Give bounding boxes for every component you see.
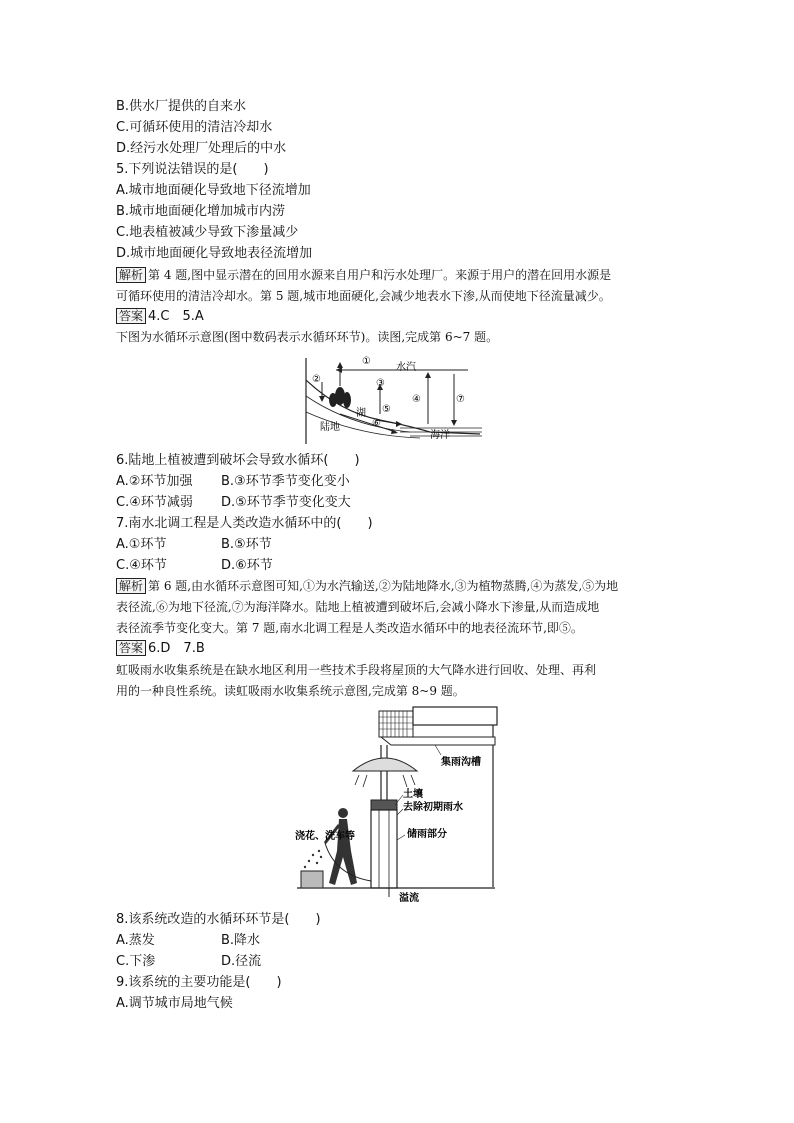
analysis-tag: 解析: [116, 267, 146, 283]
q5-option-b: B.城市地面硬化增加城市内涝: [116, 204, 286, 219]
answer-1: [116, 308, 204, 326]
q4-option-d: D.经污水处理厂处理后的中水: [116, 141, 287, 156]
analysis-2-line-3: 表径流季节变化变大。第 7 题,南水北调工程是人类改造水循环中的地表径流环节,即⑤。: [116, 621, 583, 635]
q8-option-d: D.径流: [221, 954, 262, 969]
analysis-2-line-1: 第 6 题,由水循环示意图可知,①为水汽输送,②为陆地降水,③为植物蒸腾,④为蒸发,⑤为地: [148, 579, 619, 593]
fig1-label-vapor: 水汽: [396, 362, 416, 373]
fig1-label-lake: 湖: [356, 408, 366, 419]
analysis-1: [116, 265, 686, 307]
rainwater-system-diagram: [295, 705, 500, 903]
analysis-2-line-2: 表径流,⑥为地下径流,⑦为海洋降水。陆地上植被遭到破坏后,会减小降水下渗量,从而造成地: [116, 600, 600, 614]
q7-options-row-1: [116, 536, 272, 554]
fig1-label-4: ④: [412, 394, 421, 405]
answer-2-text: 6.D 7.B: [148, 641, 205, 656]
q6-options-row-1: [116, 473, 350, 491]
answer-2: [116, 640, 205, 658]
intro-fig1: 下图为水循环示意图(图中数码表示水循环环节)。读图,完成第 6~7 题。: [116, 330, 499, 344]
intro-fig2: [116, 660, 686, 702]
analysis-1-line-2: 可循环使用的清洁冷却水。第 5 题,城市地面硬化,会减少地表水下渗,从而使地下径流量减少。: [116, 289, 611, 303]
q7-options-row-2: [116, 557, 273, 575]
q8-option-a: A.蒸发: [116, 933, 155, 948]
fig2-label-soil: 土壤: [403, 789, 423, 800]
q7-option-d: D.⑥环节: [221, 558, 273, 573]
fig1-label-2: ②: [312, 374, 321, 385]
q5-option-d: D.城市地面硬化导致地表径流增加: [116, 246, 313, 261]
q6-stem: 6.陆地上植被遭到破坏会导致水循环( ): [116, 453, 360, 468]
q8-option-b: B.降水: [221, 933, 261, 948]
q8-options-row-2: [116, 953, 261, 971]
q8-option-c: C.下渗: [116, 954, 156, 969]
q7-stem: 7.南水北调工程是人类改造水循环中的( ): [116, 516, 373, 531]
q7-option-c: C.④环节: [116, 558, 167, 573]
q9-option-a: A.调节城市局地气候: [116, 996, 233, 1011]
q6-option-d: D.⑤环节季节变化变大: [221, 495, 351, 510]
fig1-label-ocean: 海洋: [430, 430, 450, 441]
q5-stem: 5.下列说法错误的是( ): [116, 162, 269, 177]
fig1-label-5: ⑤: [382, 404, 391, 415]
fig2-label-remove-initial: 去除初期雨水: [403, 802, 463, 813]
q8-options-row-1: [116, 932, 260, 950]
analysis-1-line-1: 第 4 题,图中显示潜在的回用水源来自用户和污水处理厂。来源于用户的潜在回用水源是: [148, 268, 612, 282]
answer-1-text: 4.C 5.A: [148, 309, 204, 324]
fig2-label-use: 浇花、洗车等: [295, 831, 355, 842]
q6-option-a: A.②环节加强: [116, 474, 193, 489]
answer-tag: 答案: [116, 640, 146, 656]
analysis-2: [116, 576, 686, 639]
fig2-label-overflow: 溢流: [399, 893, 419, 903]
q5-option-a: A.城市地面硬化导致地下径流增加: [116, 183, 311, 198]
q5-option-c: C.地表植被减少导致下渗量减少: [116, 225, 299, 240]
q4-option-c: C.可循环使用的清洁冷却水: [116, 120, 273, 135]
intro-fig2-line-1: 虹吸雨水收集系统是在缺水地区利用一些技术手段将屋顶的大气降水进行回收、处理、再利: [116, 663, 597, 677]
fig2-label-gutter: 集雨沟槽: [441, 757, 481, 768]
q7-option-a: A.①环节: [116, 537, 167, 552]
fig1-label-1: ①: [362, 356, 371, 367]
q6-option-b: B.③环节季节变化变小: [221, 474, 350, 489]
q6-option-c: C.④环节减弱: [116, 495, 193, 510]
q7-option-b: B.⑤环节: [221, 537, 272, 552]
water-cycle-diagram: [300, 352, 490, 444]
fig1-label-3: ③: [376, 378, 385, 389]
q6-options-row-2: [116, 494, 351, 512]
analysis-tag: 解析: [116, 578, 146, 594]
q9-stem: 9.该系统的主要功能是( ): [116, 975, 282, 990]
fig1-label-land: 陆地: [320, 422, 340, 433]
fig2-label-storage: 储雨部分: [407, 829, 447, 840]
q4-option-b: B.供水厂提供的自来水: [116, 99, 247, 114]
q8-stem: 8.该系统改造的水循环环节是( ): [116, 912, 321, 927]
fig1-label-6: ⑥: [372, 418, 381, 429]
fig1-label-7: ⑦: [456, 394, 465, 405]
answer-tag: 答案: [116, 308, 146, 324]
intro-fig2-line-2: 用的一种良性系统。读虹吸雨水收集系统示意图,完成第 8~9 题。: [116, 684, 465, 698]
